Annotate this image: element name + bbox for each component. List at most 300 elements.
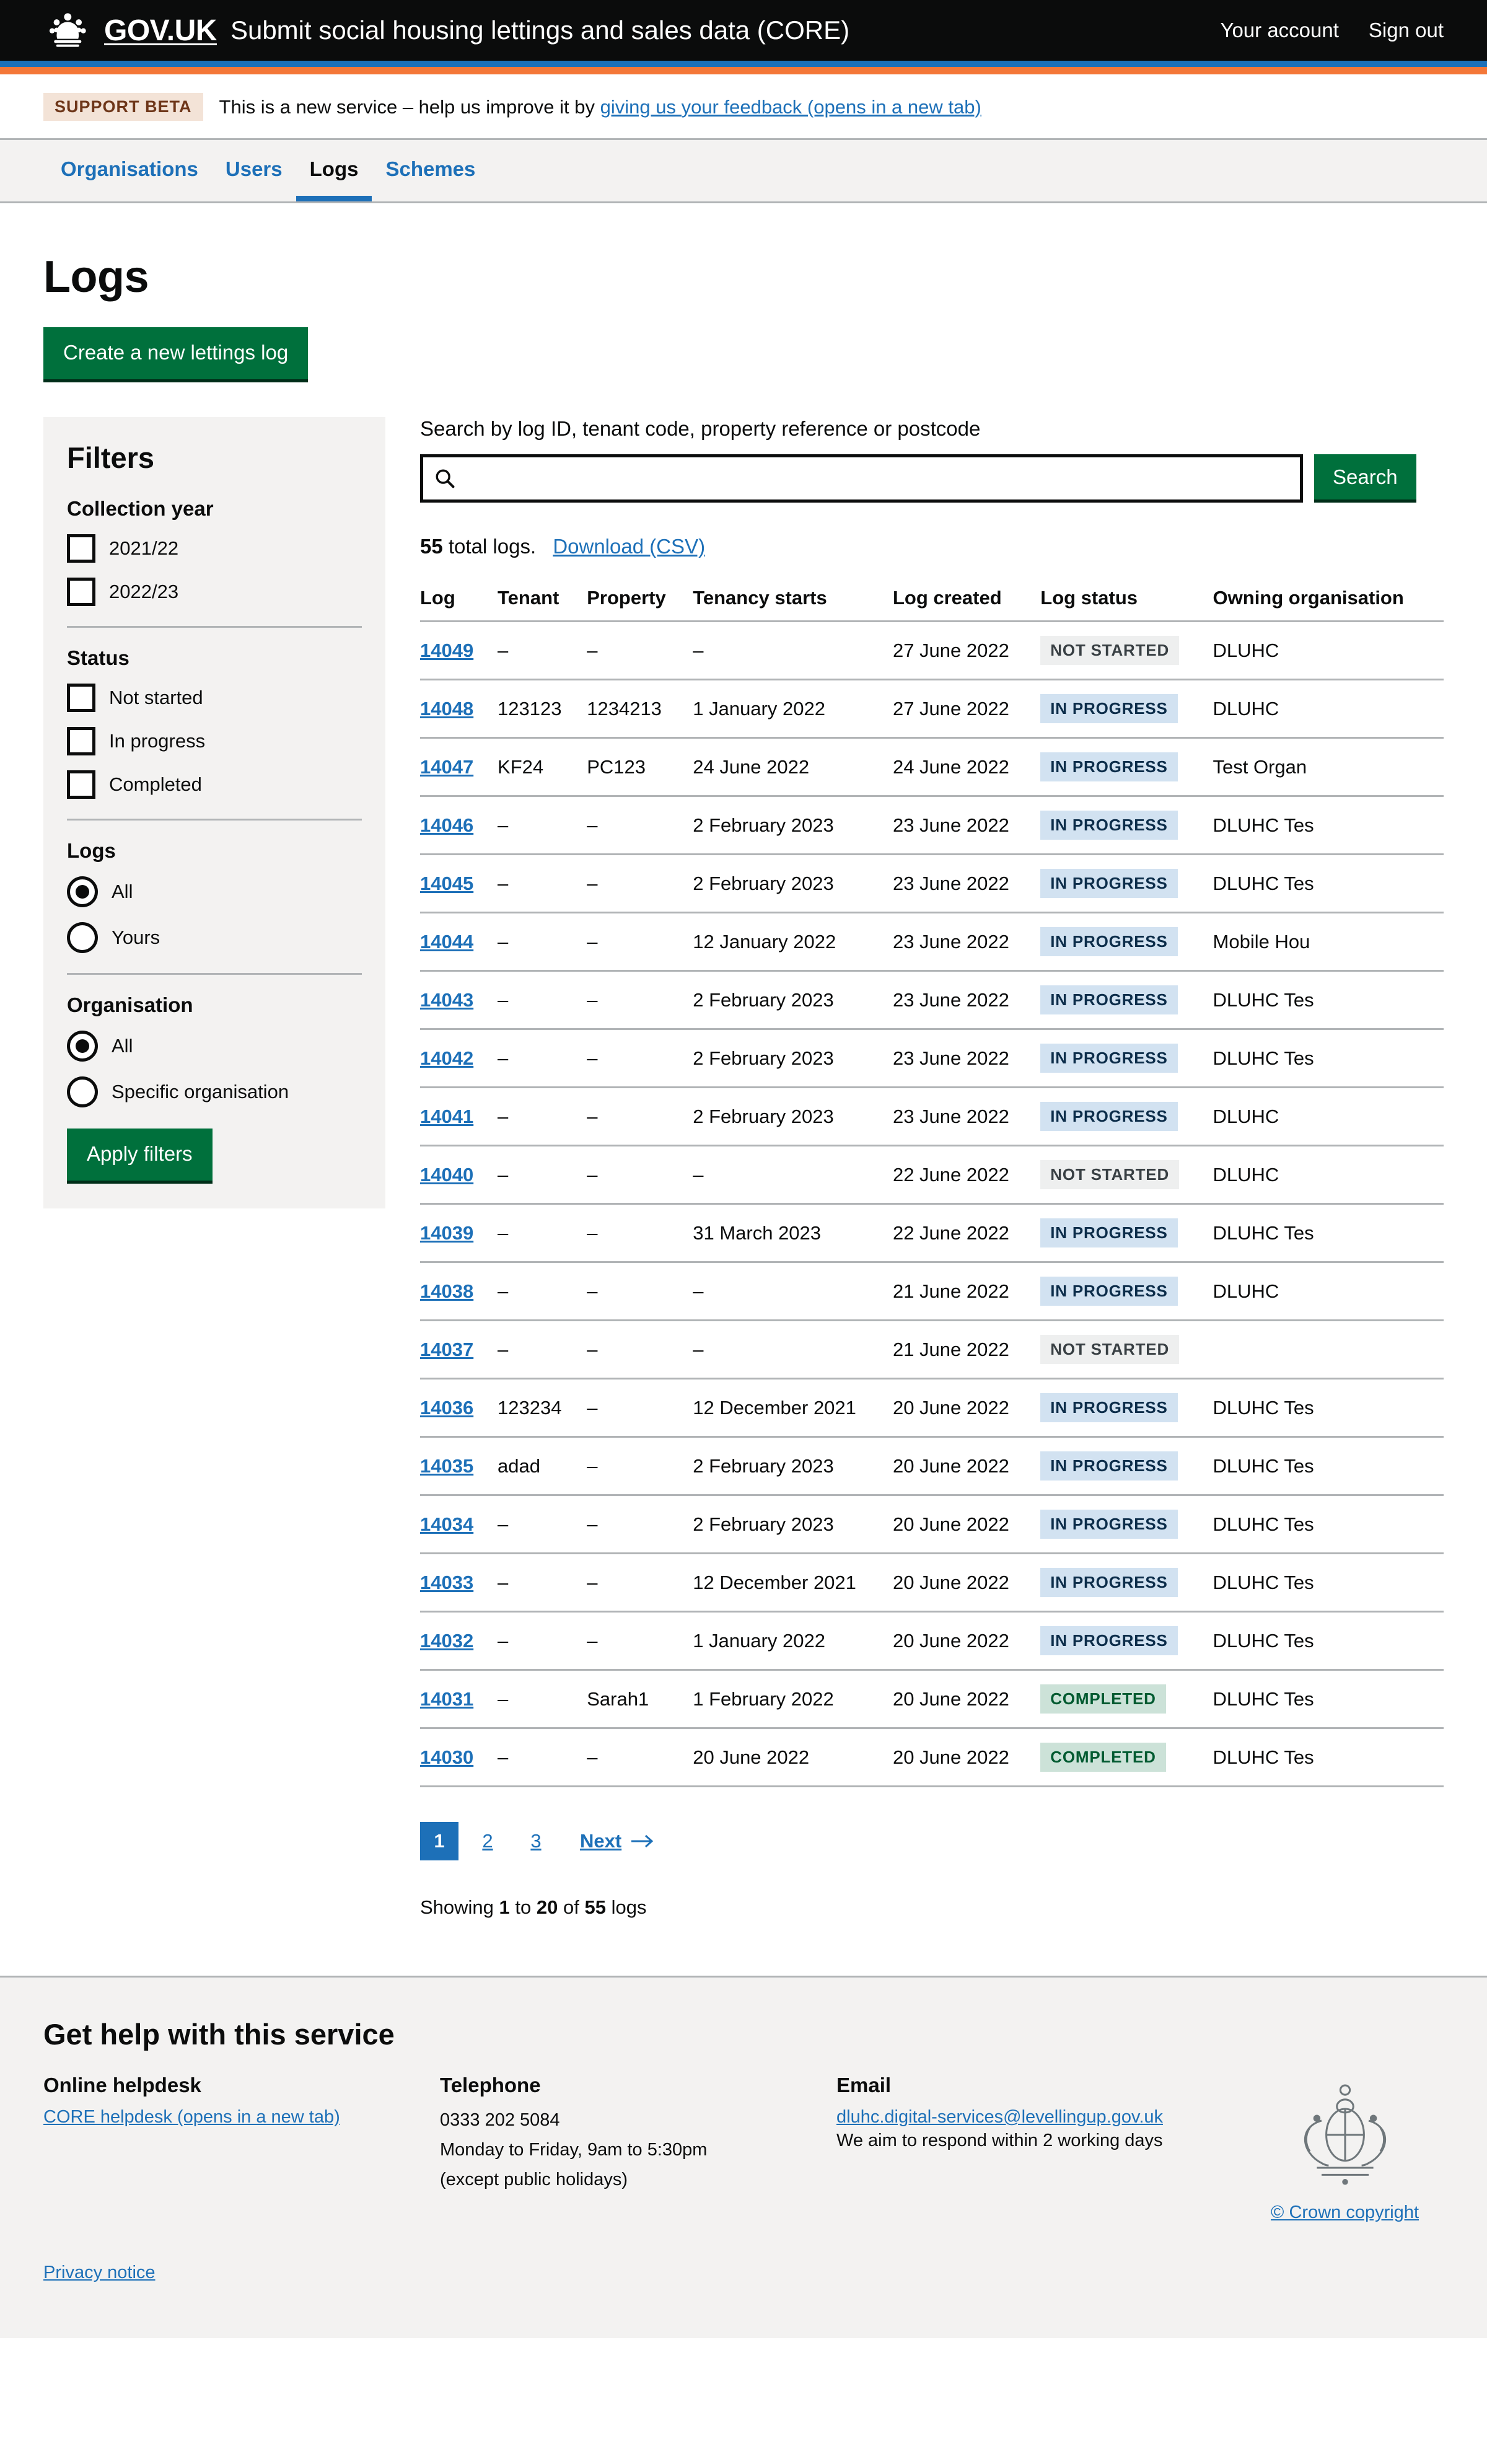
- cell-owning-organisation: DLUHC: [1213, 680, 1444, 738]
- cell-log: [420, 971, 498, 1029]
- cell-log: [420, 796, 498, 855]
- cell-owning-organisation: DLUHC: [1213, 1146, 1444, 1204]
- table-row: [420, 1204, 1444, 1262]
- log-link[interactable]: 14038: [420, 1280, 474, 1302]
- cell-tenancy-starts: 12 January 2022: [693, 913, 893, 971]
- your-account-link[interactable]: Your account: [1220, 19, 1339, 42]
- cell-log-created: 23 June 2022: [893, 1029, 1040, 1088]
- footer-column-telephone: [440, 2074, 836, 2223]
- search-button[interactable]: Search: [1314, 454, 1416, 503]
- status-badge: IN PROGRESS: [1040, 694, 1177, 723]
- cell-log-created: 22 June 2022: [893, 1204, 1040, 1262]
- cell-log-status: [1040, 1029, 1213, 1088]
- cell-property: –: [587, 1554, 693, 1612]
- page-title: Logs: [43, 252, 149, 302]
- showing-mid: to: [515, 1896, 532, 1918]
- status-badge: NOT STARTED: [1040, 1335, 1179, 1364]
- checkbox-icon[interactable]: [67, 684, 95, 712]
- checkbox-icon[interactable]: [67, 578, 95, 606]
- log-link[interactable]: 14033: [420, 1571, 474, 1593]
- arrow-right-icon: [630, 1833, 655, 1849]
- cell-tenancy-starts: 2 February 2023: [693, 971, 893, 1029]
- nav-item-logs[interactable]: Logs: [296, 140, 372, 201]
- cell-property: –: [587, 796, 693, 855]
- cell-log-status: [1040, 855, 1213, 913]
- phase-message: This is a new service – help us improve it by: [219, 95, 595, 118]
- column-header-log-status: Log status: [1040, 576, 1213, 622]
- filter-option-completed[interactable]: [67, 770, 362, 799]
- cell-property: 1234213: [587, 680, 693, 738]
- cell-log: [420, 1146, 498, 1204]
- cell-owning-organisation: DLUHC Tes: [1213, 1495, 1444, 1554]
- cell-tenant: –: [498, 855, 587, 913]
- cell-property: –: [587, 855, 693, 913]
- cell-log-created: 27 June 2022: [893, 680, 1040, 738]
- cell-owning-organisation: DLUHC Tes: [1213, 971, 1444, 1029]
- filter-option-logs-yours[interactable]: [67, 922, 362, 953]
- govuk-logo[interactable]: [43, 13, 217, 48]
- cell-log-created: 23 June 2022: [893, 971, 1040, 1029]
- filter-divider: [67, 973, 362, 975]
- table-row: [420, 622, 1444, 680]
- filter-group-title: Status: [67, 646, 129, 669]
- footer-telephone-number: 0333 202 5084: [440, 2110, 560, 2130]
- beta-orange-bar: [0, 67, 1487, 74]
- status-badge: IN PROGRESS: [1040, 752, 1177, 781]
- nav-item-schemes[interactable]: Schemes: [385, 157, 476, 180]
- cell-tenancy-starts: –: [693, 622, 893, 680]
- cell-property: Sarah1: [587, 1670, 693, 1728]
- feedback-link[interactable]: giving us your feedback (opens in a new tab): [600, 95, 981, 118]
- search-label: Search by log ID, tenant code, property reference or postcode: [420, 417, 981, 440]
- status-badge: IN PROGRESS: [1040, 1277, 1177, 1306]
- cell-property: –: [587, 1379, 693, 1437]
- cell-log-status: [1040, 1321, 1213, 1379]
- nav-item-organisations[interactable]: Organisations: [61, 157, 198, 180]
- log-link[interactable]: 14047: [420, 755, 474, 778]
- cell-log-created: 22 June 2022: [893, 1146, 1040, 1204]
- filter-option-2022-23[interactable]: [67, 578, 362, 606]
- cell-log-created: 20 June 2022: [893, 1495, 1040, 1554]
- phase-banner: [0, 74, 1487, 140]
- content-row: [43, 417, 1444, 1919]
- cell-log-created: 27 June 2022: [893, 622, 1040, 680]
- cell-property: –: [587, 913, 693, 971]
- nav-item-users[interactable]: Users: [225, 157, 283, 180]
- cell-log-created: 21 June 2022: [893, 1321, 1040, 1379]
- status-badge: COMPLETED: [1040, 1743, 1165, 1772]
- sign-out-link[interactable]: Sign out: [1368, 19, 1444, 42]
- status-badge: NOT STARTED: [1040, 636, 1179, 665]
- main-content: [0, 252, 1487, 1919]
- log-link[interactable]: 14044: [420, 930, 474, 953]
- cell-tenant: –: [498, 1728, 587, 1787]
- cell-tenancy-starts: 2 February 2023: [693, 1029, 893, 1088]
- pagination-page-3[interactable]: 3: [530, 1830, 542, 1852]
- royal-crest-icon: [1286, 2074, 1404, 2191]
- cell-tenant: –: [498, 1146, 587, 1204]
- cell-log: [420, 622, 498, 680]
- radio-icon[interactable]: [67, 922, 98, 953]
- filter-option-label: 2021/22: [109, 537, 179, 559]
- showing-prefix: Showing: [420, 1896, 494, 1918]
- cell-log-created: 20 June 2022: [893, 1554, 1040, 1612]
- radio-icon[interactable]: [67, 876, 98, 907]
- radio-icon[interactable]: [67, 1076, 98, 1107]
- cell-owning-organisation: Mobile Hou: [1213, 913, 1444, 971]
- cell-tenant: –: [498, 622, 587, 680]
- footer-email-link[interactable]: dluhc.digital-services@levellingup.gov.uk: [836, 2107, 1163, 2127]
- cell-tenancy-starts: 2 February 2023: [693, 796, 893, 855]
- cell-property: –: [587, 1321, 693, 1379]
- table-row: [420, 1146, 1444, 1204]
- cell-log-status: [1040, 1612, 1213, 1670]
- cell-owning-organisation: DLUHC: [1213, 1262, 1444, 1321]
- header-links: [1220, 19, 1444, 42]
- cell-log: [420, 1437, 498, 1495]
- status-badge: IN PROGRESS: [1040, 927, 1177, 956]
- create-lettings-log-button[interactable]: Create a new lettings log: [43, 327, 308, 382]
- table-row: [420, 796, 1444, 855]
- cell-log-status: [1040, 1379, 1213, 1437]
- cell-owning-organisation: DLUHC Tes: [1213, 1204, 1444, 1262]
- filter-option-in-progress[interactable]: [67, 727, 362, 755]
- status-badge: IN PROGRESS: [1040, 1044, 1177, 1073]
- log-link[interactable]: 14042: [420, 1047, 474, 1069]
- log-link[interactable]: 14034: [420, 1513, 474, 1535]
- showing-total: 55: [584, 1896, 606, 1918]
- cell-log-created: 23 June 2022: [893, 796, 1040, 855]
- cell-log: [420, 1321, 498, 1379]
- log-link[interactable]: 14041: [420, 1105, 474, 1127]
- cell-log: [420, 738, 498, 796]
- search-box[interactable]: [420, 454, 1303, 503]
- logs-table: [420, 576, 1444, 1787]
- search-row: [420, 454, 1444, 503]
- cell-log-created: 20 June 2022: [893, 1379, 1040, 1437]
- cell-tenancy-starts: –: [693, 1262, 893, 1321]
- footer-email-note: We aim to respond within 2 working days: [836, 2131, 1163, 2150]
- cell-owning-organisation: DLUHC Tes: [1213, 1437, 1444, 1495]
- cell-owning-organisation: DLUHC Tes: [1213, 1554, 1444, 1612]
- cell-log: [420, 1612, 498, 1670]
- cell-log: [420, 1204, 498, 1262]
- cell-owning-organisation: DLUHC: [1213, 622, 1444, 680]
- status-badge: IN PROGRESS: [1040, 985, 1177, 1014]
- log-link[interactable]: 14037: [420, 1338, 474, 1360]
- filter-option-label: Completed: [109, 773, 202, 795]
- log-link[interactable]: 14030: [420, 1746, 474, 1768]
- table-row: [420, 855, 1444, 913]
- cell-log-status: [1040, 1262, 1213, 1321]
- results-summary: [420, 535, 1444, 558]
- filter-group-status: [67, 646, 362, 799]
- cell-log: [420, 1670, 498, 1728]
- column-header-log: Log: [420, 576, 498, 622]
- pagination-page-1[interactable]: 1: [420, 1822, 458, 1860]
- cell-log: [420, 855, 498, 913]
- cell-property: PC123: [587, 738, 693, 796]
- cell-owning-organisation: DLUHC Tes: [1213, 855, 1444, 913]
- cell-tenant: 123234: [498, 1379, 587, 1437]
- cell-property: –: [587, 1146, 693, 1204]
- cell-tenancy-starts: 1 February 2022: [693, 1670, 893, 1728]
- cell-tenancy-starts: 31 March 2023: [693, 1204, 893, 1262]
- log-link[interactable]: 14036: [420, 1396, 474, 1419]
- cell-log-status: [1040, 1437, 1213, 1495]
- cell-log: [420, 913, 498, 971]
- cell-tenant: –: [498, 971, 587, 1029]
- cell-log-status: [1040, 913, 1213, 971]
- column-header-owning-organisation: Owning organisation: [1213, 576, 1444, 622]
- filter-option-label: Specific organisation: [112, 1081, 289, 1102]
- cell-tenant: –: [498, 913, 587, 971]
- table-row: [420, 913, 1444, 971]
- primary-navigation: [0, 140, 1487, 203]
- cell-tenancy-starts: 2 February 2023: [693, 1495, 893, 1554]
- table-row: [420, 1670, 1444, 1728]
- cell-property: –: [587, 1029, 693, 1088]
- log-link[interactable]: 14035: [420, 1454, 474, 1477]
- footer-column-helpdesk: [43, 2074, 440, 2223]
- table-row: [420, 738, 1444, 796]
- log-link[interactable]: 14039: [420, 1221, 474, 1244]
- footer-telephone-note: (except public holidays): [440, 2170, 628, 2190]
- apply-filters-wrap: [67, 1129, 362, 1184]
- filter-divider: [67, 819, 362, 821]
- status-badge: IN PROGRESS: [1040, 1393, 1177, 1422]
- cell-tenant: –: [498, 1262, 587, 1321]
- status-badge: IN PROGRESS: [1040, 869, 1177, 898]
- status-badge: IN PROGRESS: [1040, 1568, 1177, 1597]
- cell-log: [420, 1262, 498, 1321]
- footer-heading: Get help with this service: [43, 2018, 395, 2051]
- cell-log: [420, 680, 498, 738]
- cell-log-created: 20 June 2022: [893, 1728, 1040, 1787]
- filter-option-logs-all[interactable]: [67, 876, 362, 907]
- checkbox-icon[interactable]: [67, 727, 95, 755]
- log-link[interactable]: 14032: [420, 1629, 474, 1652]
- cell-log: [420, 1728, 498, 1787]
- cell-log-created: 20 June 2022: [893, 1437, 1040, 1495]
- footer-columns: [43, 2074, 1444, 2223]
- filter-divider: [67, 626, 362, 628]
- cell-log: [420, 1495, 498, 1554]
- checkbox-icon[interactable]: [67, 770, 95, 799]
- search-icon: [434, 468, 455, 489]
- site-footer: [0, 1976, 1487, 2338]
- filters-panel: [43, 417, 385, 1208]
- table-header-row: [420, 576, 1444, 622]
- log-link[interactable]: 14045: [420, 872, 474, 894]
- checkbox-icon[interactable]: [67, 534, 95, 563]
- log-link[interactable]: 14046: [420, 814, 474, 836]
- total-count: 55: [420, 535, 443, 558]
- pagination-next[interactable]: [580, 1830, 655, 1852]
- table-row: [420, 1554, 1444, 1612]
- core-helpdesk-link[interactable]: CORE helpdesk (opens in a new tab): [43, 2107, 340, 2127]
- cell-tenant: –: [498, 1321, 587, 1379]
- log-link[interactable]: 14031: [420, 1687, 474, 1710]
- cell-log-status: [1040, 622, 1213, 680]
- cell-log-status: [1040, 1495, 1213, 1554]
- service-name: Submit social housing lettings and sales data (CORE): [230, 15, 850, 45]
- log-link[interactable]: 14043: [420, 988, 474, 1011]
- cell-property: –: [587, 1437, 693, 1495]
- filter-group-collection-year: [67, 497, 362, 606]
- status-badge: IN PROGRESS: [1040, 811, 1177, 840]
- cell-owning-organisation: [1213, 1321, 1444, 1379]
- cell-property: –: [587, 971, 693, 1029]
- table-row: [420, 1029, 1444, 1088]
- results-panel: [420, 417, 1444, 1919]
- pagination-next-label: Next: [580, 1830, 622, 1852]
- log-link[interactable]: 14040: [420, 1163, 474, 1186]
- showing-of: of: [563, 1896, 579, 1918]
- status-badge: IN PROGRESS: [1040, 1626, 1177, 1655]
- cell-property: –: [587, 622, 693, 680]
- privacy-notice-link[interactable]: Privacy notice: [43, 2263, 156, 2282]
- cell-log-created: 21 June 2022: [893, 1262, 1040, 1321]
- cell-property: –: [587, 1495, 693, 1554]
- filter-option-org-specific[interactable]: [67, 1076, 362, 1107]
- cell-log-created: 23 June 2022: [893, 1088, 1040, 1146]
- radio-icon[interactable]: [67, 1031, 98, 1062]
- cell-tenancy-starts: 24 June 2022: [693, 738, 893, 796]
- cell-log-status: [1040, 1146, 1213, 1204]
- cell-log-created: 24 June 2022: [893, 738, 1040, 796]
- cell-tenancy-starts: 2 February 2023: [693, 855, 893, 913]
- cell-owning-organisation: Test Organ: [1213, 738, 1444, 796]
- cell-log-status: [1040, 1204, 1213, 1262]
- filters-heading: Filters: [67, 441, 155, 474]
- search-input[interactable]: [455, 467, 1289, 490]
- footer-column-email: [836, 2074, 1270, 2223]
- filter-option-label: All: [112, 881, 133, 902]
- log-link[interactable]: 14049: [420, 639, 474, 661]
- cell-property: –: [587, 1728, 693, 1787]
- cell-tenant: adad: [498, 1437, 587, 1495]
- phase-text: [219, 96, 981, 118]
- cell-owning-organisation: DLUHC: [1213, 1088, 1444, 1146]
- crown-copyright-link[interactable]: © Crown copyright: [1271, 2202, 1419, 2222]
- filter-option-label: Yours: [112, 926, 160, 948]
- filter-option-not-started[interactable]: [67, 684, 362, 712]
- filter-option-org-all[interactable]: [67, 1031, 362, 1062]
- cell-tenant: –: [498, 1088, 587, 1146]
- cell-owning-organisation: DLUHC Tes: [1213, 1612, 1444, 1670]
- footer-telephone-title: Telephone: [440, 2074, 541, 2097]
- filter-group-title: Collection year: [67, 497, 214, 520]
- footer-helpdesk-title: Online helpdesk: [43, 2074, 201, 2097]
- cell-tenancy-starts: 1 January 2022: [693, 680, 893, 738]
- status-badge: IN PROGRESS: [1040, 1510, 1177, 1539]
- privacy-notice: [43, 2263, 1444, 2283]
- pagination: [420, 1822, 1444, 1860]
- table-row: [420, 1437, 1444, 1495]
- cell-log-created: 20 June 2022: [893, 1612, 1040, 1670]
- log-link[interactable]: 14048: [420, 697, 474, 719]
- cell-property: –: [587, 1088, 693, 1146]
- cell-tenant: KF24: [498, 738, 587, 796]
- cell-log-created: 23 June 2022: [893, 913, 1040, 971]
- footer-email-title: Email: [836, 2074, 892, 2097]
- download-csv-link[interactable]: Download (CSV): [553, 535, 706, 558]
- cell-owning-organisation: DLUHC Tes: [1213, 1029, 1444, 1088]
- cell-log-status: [1040, 1554, 1213, 1612]
- cell-tenancy-starts: 12 December 2021: [693, 1554, 893, 1612]
- filter-option-label: All: [112, 1035, 133, 1057]
- status-badge: IN PROGRESS: [1040, 1102, 1177, 1131]
- table-row: [420, 1262, 1444, 1321]
- table-row: [420, 680, 1444, 738]
- cell-owning-organisation: DLUHC Tes: [1213, 1728, 1444, 1787]
- column-header-tenant: Tenant: [498, 576, 587, 622]
- table-row: [420, 1728, 1444, 1787]
- cell-tenancy-starts: 20 June 2022: [693, 1728, 893, 1787]
- cell-property: –: [587, 1204, 693, 1262]
- cell-log: [420, 1088, 498, 1146]
- column-header-property: Property: [587, 576, 693, 622]
- showing-suffix: logs: [611, 1896, 647, 1918]
- cell-tenant: 123123: [498, 680, 587, 738]
- filter-group-organisation: [67, 993, 362, 1107]
- logs-table-head: [420, 576, 1444, 622]
- apply-filters-button[interactable]: Apply filters: [67, 1129, 213, 1184]
- cell-tenant: –: [498, 1495, 587, 1554]
- cell-tenancy-starts: 2 February 2023: [693, 1437, 893, 1495]
- cell-log-created: 23 June 2022: [893, 855, 1040, 913]
- cell-log-status: [1040, 1670, 1213, 1728]
- crown-icon: [43, 13, 93, 48]
- filter-option-label: 2022/23: [109, 581, 179, 602]
- cell-tenant: –: [498, 1029, 587, 1088]
- cell-log-status: [1040, 796, 1213, 855]
- site-header: [0, 0, 1487, 67]
- filter-group-title: Logs: [67, 839, 116, 862]
- crown-copyright-block: [1271, 2074, 1444, 2223]
- table-row: [420, 1321, 1444, 1379]
- total-label: total logs.: [448, 535, 537, 558]
- showing-to: 20: [536, 1896, 558, 1918]
- cell-owning-organisation: DLUHC Tes: [1213, 1379, 1444, 1437]
- cell-tenancy-starts: 1 January 2022: [693, 1612, 893, 1670]
- filter-group-logs: [67, 839, 362, 953]
- footer-telephone-hours: Monday to Friday, 9am to 5:30pm: [440, 2140, 708, 2160]
- cell-log: [420, 1379, 498, 1437]
- cell-log-status: [1040, 1728, 1213, 1787]
- cell-tenancy-starts: –: [693, 1321, 893, 1379]
- table-row: [420, 1612, 1444, 1670]
- filter-option-2021-22[interactable]: [67, 534, 362, 563]
- showing-summary: [420, 1896, 1444, 1919]
- filter-option-label: In progress: [109, 730, 206, 752]
- showing-from: 1: [499, 1896, 510, 1918]
- cell-property: –: [587, 1262, 693, 1321]
- table-row: [420, 1495, 1444, 1554]
- cell-tenant: –: [498, 1554, 587, 1612]
- cell-owning-organisation: DLUHC Tes: [1213, 796, 1444, 855]
- status-badge: NOT STARTED: [1040, 1160, 1179, 1189]
- column-header-tenancy-starts: Tenancy starts: [693, 576, 893, 622]
- cell-tenant: –: [498, 1612, 587, 1670]
- table-row: [420, 1379, 1444, 1437]
- cell-tenancy-starts: –: [693, 1146, 893, 1204]
- cell-log-created: 20 June 2022: [893, 1670, 1040, 1728]
- pagination-page-2[interactable]: 2: [482, 1830, 493, 1852]
- filter-group-title: Organisation: [67, 993, 193, 1016]
- cell-log-status: [1040, 971, 1213, 1029]
